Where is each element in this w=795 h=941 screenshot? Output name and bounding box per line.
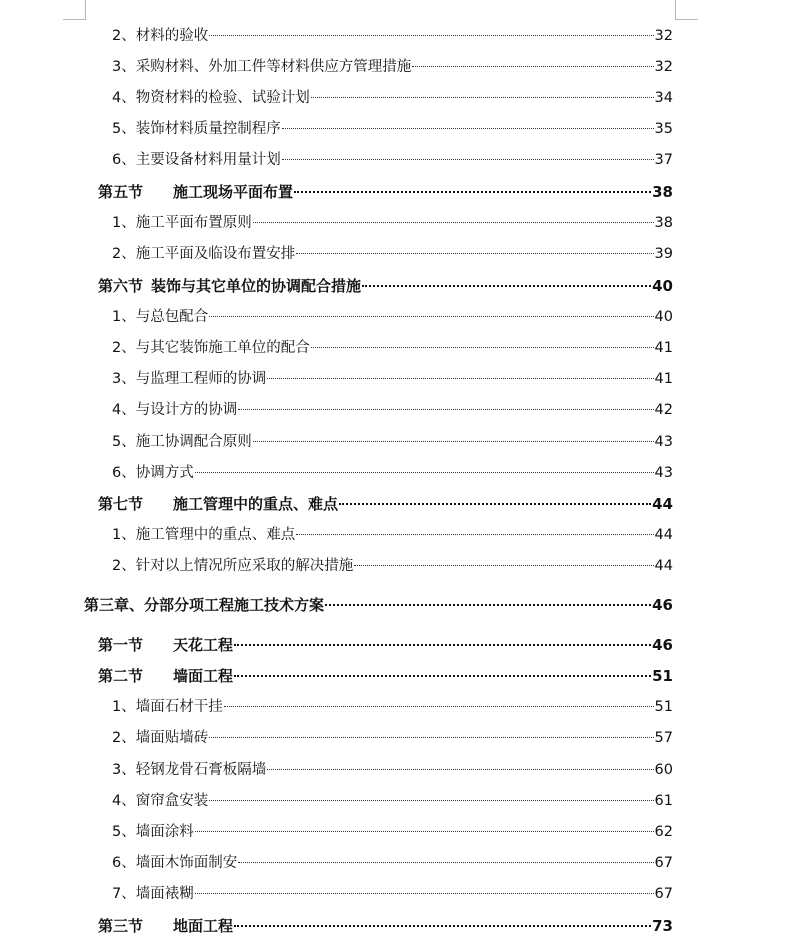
toc-item[interactable] [112, 400, 673, 420]
toc-item[interactable] [112, 697, 673, 717]
section-number: 第六节 [98, 277, 144, 295]
toc-page-number: 67 [654, 855, 673, 871]
dot-leader [224, 706, 654, 707]
section-number: 第一节 [98, 636, 144, 654]
toc-section[interactable] [98, 916, 673, 936]
toc-page-number: 73 [652, 917, 673, 935]
toc-item[interactable] [112, 822, 673, 842]
toc-section[interactable] [98, 494, 673, 514]
dot-leader [195, 472, 654, 473]
toc-item[interactable] [112, 150, 673, 170]
toc-page-number: 32 [654, 28, 673, 44]
toc-page-number: 43 [654, 434, 673, 450]
section-title: 装饰与其它单位的协调配合措施 [151, 277, 362, 295]
dot-leader [195, 831, 654, 832]
toc-item[interactable] [112, 26, 673, 46]
dot-leader [354, 565, 653, 566]
toc-item-text: 2、针对以上情况所应采取的解决措施 [112, 558, 354, 574]
section-title: 施工管理中的重点、难点 [173, 495, 339, 513]
toc-item[interactable] [112, 760, 673, 780]
toc-item-text: 5、施工协调配合原则 [112, 434, 252, 450]
dot-leader [311, 97, 654, 98]
dot-leader [282, 128, 654, 129]
toc-item[interactable] [112, 791, 673, 811]
toc-item-text: 1、墙面石材干挂 [112, 699, 223, 715]
toc-item-text: 2、施工平面及临设布置安排 [112, 246, 296, 262]
toc-page-number: 35 [654, 121, 673, 137]
toc-page-number: 38 [654, 215, 673, 231]
toc-page-number: 51 [652, 667, 673, 685]
toc-item[interactable] [112, 369, 673, 389]
toc-item[interactable] [112, 432, 673, 452]
toc-item[interactable] [112, 244, 673, 264]
toc-page-number: 37 [654, 152, 673, 168]
dot-leader [294, 191, 651, 193]
toc-section[interactable] [98, 666, 673, 686]
toc-item-text: 3、轻钢龙骨石膏板隔墙 [112, 762, 267, 778]
toc-section[interactable] [98, 182, 673, 202]
toc-section[interactable] [98, 635, 673, 655]
toc-page-number: 42 [654, 402, 673, 418]
dot-leader [296, 253, 653, 254]
toc-item[interactable] [112, 88, 673, 108]
dot-leader [209, 800, 653, 801]
toc-item-text: 1、与总包配合 [112, 309, 209, 325]
dot-leader [339, 503, 651, 505]
toc-item[interactable] [112, 884, 673, 904]
page-corner-mark-left [63, 0, 86, 20]
toc-page-number: 57 [654, 730, 673, 746]
toc-item[interactable] [112, 463, 673, 483]
section-title: 墙面工程 [173, 667, 234, 685]
dot-leader [253, 441, 654, 442]
toc-item[interactable] [112, 525, 673, 545]
toc-page-number: 41 [654, 371, 673, 387]
dot-leader [209, 316, 653, 317]
section-number: 第七节 [98, 495, 144, 513]
chapter-title: 第三章、分部分项工程施工技术方案 [84, 596, 325, 614]
dot-leader [209, 737, 653, 738]
toc-item[interactable] [112, 119, 673, 139]
toc-page-number: 51 [654, 699, 673, 715]
dot-leader [195, 893, 654, 894]
toc-item[interactable] [112, 213, 673, 233]
section-number: 第五节 [98, 183, 144, 201]
page-corner-mark-right [675, 0, 698, 20]
toc-page-number: 40 [652, 277, 673, 295]
toc-page-number: 40 [654, 309, 673, 325]
toc-item-text: 2、与其它装饰施工单位的配合 [112, 340, 310, 356]
toc-page-number: 43 [654, 465, 673, 481]
dot-leader [234, 925, 651, 927]
toc-item-text: 7、墙面裱糊 [112, 886, 194, 902]
toc-page-number: 46 [652, 596, 673, 614]
toc-item-text: 4、窗帘盒安装 [112, 793, 209, 809]
toc-page-number: 34 [654, 90, 673, 106]
toc-page-number: 41 [654, 340, 673, 356]
toc-page-number: 62 [654, 824, 673, 840]
section-title: 施工现场平面布置 [173, 183, 294, 201]
toc-item-text: 1、施工管理中的重点、难点 [112, 527, 296, 543]
toc-item-text: 6、协调方式 [112, 465, 194, 481]
toc-item[interactable] [112, 57, 673, 77]
dot-leader [362, 285, 651, 287]
toc-item-text: 4、物资材料的检验、试验计划 [112, 90, 310, 106]
toc-item-text: 2、墙面贴墙砖 [112, 730, 209, 746]
toc-item-text: 3、采购材料、外加工件等材料供应方管理措施 [112, 59, 412, 75]
toc-section[interactable] [98, 276, 673, 296]
toc-item[interactable] [112, 853, 673, 873]
dot-leader [234, 644, 651, 646]
section-number: 第二节 [98, 667, 144, 685]
toc-item-text: 5、装饰材料质量控制程序 [112, 121, 281, 137]
section-title: 地面工程 [173, 917, 234, 935]
dot-leader [267, 769, 653, 770]
toc-item[interactable] [112, 338, 673, 358]
toc-chapter[interactable] [84, 595, 673, 615]
toc-item[interactable] [112, 307, 673, 327]
toc-item-text: 1、施工平面布置原则 [112, 215, 252, 231]
toc-item[interactable] [112, 556, 673, 576]
toc-item-text: 6、墙面木饰面制安 [112, 855, 238, 871]
toc-item[interactable] [112, 728, 673, 748]
toc-page-number: 67 [654, 886, 673, 902]
dot-leader [282, 159, 654, 160]
toc-item-text: 5、墙面涂料 [112, 824, 194, 840]
toc-page-number: 44 [654, 527, 673, 543]
dot-leader [238, 862, 653, 863]
dot-leader [209, 35, 653, 36]
toc-page-number: 32 [654, 59, 673, 75]
toc-page-number: 38 [652, 183, 673, 201]
toc-item-text: 4、与设计方的协调 [112, 402, 238, 418]
toc-item-text: 3、与监理工程师的协调 [112, 371, 267, 387]
toc-item-text: 2、材料的验收 [112, 28, 209, 44]
toc-item-text: 6、主要设备材料用量计划 [112, 152, 281, 168]
dot-leader [267, 378, 653, 379]
toc-page-number: 44 [654, 558, 673, 574]
dot-leader [412, 66, 653, 67]
dot-leader [296, 534, 653, 535]
toc-page-number: 44 [652, 495, 673, 513]
dot-leader [234, 675, 651, 677]
section-title: 天花工程 [173, 636, 234, 654]
dot-leader [238, 409, 653, 410]
toc-page-number: 61 [654, 793, 673, 809]
toc-page-number: 39 [654, 246, 673, 262]
section-number: 第三节 [98, 917, 144, 935]
toc-page-number: 46 [652, 636, 673, 654]
toc-page-number: 60 [654, 762, 673, 778]
dot-leader [253, 222, 654, 223]
dot-leader [311, 347, 654, 348]
dot-leader [325, 604, 651, 606]
